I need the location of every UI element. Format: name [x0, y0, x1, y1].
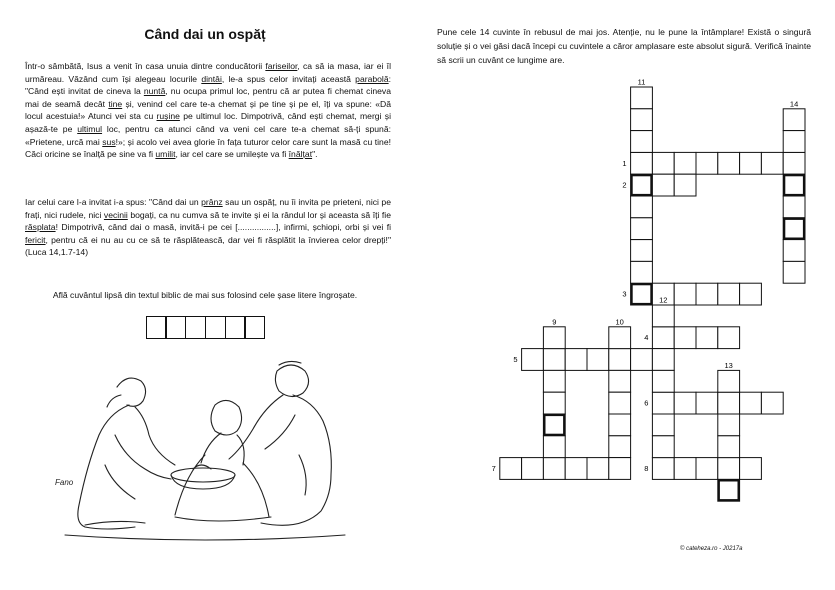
missing-word-prompt: Află cuvântul lipsă din textul biblic de mai sus folosind cele șase litere îngroșate.	[52, 290, 358, 300]
clue-number: 12	[659, 295, 668, 305]
crossword-cell[interactable]	[718, 436, 740, 458]
crossword-cell[interactable]	[783, 174, 805, 196]
crossword-cell[interactable]	[674, 327, 696, 349]
clue-number: 9	[552, 317, 557, 327]
crossword-cell[interactable]	[674, 458, 696, 480]
text-segment: ! Dimpotrivă, când dai o masă, invită-i pe cei [................], infirmi, șchiopi, orbi și vei fi	[55, 222, 391, 233]
crossword-cell[interactable]	[652, 305, 674, 327]
crossword-cell[interactable]	[609, 327, 631, 349]
crossword-cell[interactable]	[543, 414, 565, 436]
crossword-cell[interactable]	[543, 392, 565, 414]
crossword-cell[interactable]	[696, 327, 718, 349]
crossword-cell[interactable]	[631, 261, 653, 283]
crossword-cell[interactable]	[740, 283, 762, 305]
crossword-cell[interactable]	[631, 240, 653, 262]
crossword-cell[interactable]	[696, 283, 718, 305]
clue-number: 5	[513, 355, 518, 364]
text-segment: loc, pentru ca atunci când va veni cel care te-a chemat să-ți spună: «Prietene, urcă mai	[25, 123, 392, 147]
crossword-cell[interactable]	[718, 283, 740, 305]
crossword-cell[interactable]	[631, 174, 653, 196]
text-segment: ".	[312, 149, 318, 160]
highlighted-word: rușine	[156, 111, 180, 122]
crossword-cell[interactable]	[587, 349, 609, 371]
crossword-cell[interactable]	[652, 458, 674, 480]
crossword-cell[interactable]	[543, 458, 565, 480]
crossword-cell[interactable]	[718, 479, 740, 501]
crossword-cell[interactable]	[587, 458, 609, 480]
text-segment: Într-o sâmbătă, Isus a venit în casa unuia dintre conducătorii	[25, 61, 266, 71]
crossword-cell[interactable]	[674, 392, 696, 414]
highlighted-word: fariseilor	[265, 61, 298, 71]
highlighted-word: dintâi	[201, 73, 222, 84]
crossword-cell[interactable]	[522, 458, 544, 480]
text-segment: , ca să ia masa, iar ei îl urmăreau. Văzând cum își alegeau locurile	[25, 61, 391, 84]
clue-number: 13	[724, 360, 733, 370]
highlighted-word: sus	[102, 136, 116, 147]
clue-number: 14	[789, 99, 799, 109]
clue-number: 2	[622, 180, 627, 190]
crossword-cell[interactable]	[761, 392, 783, 414]
crossword-cell[interactable]	[609, 458, 631, 480]
crossword-cell[interactable]	[718, 392, 740, 414]
highlighted-word: ultimul	[77, 123, 103, 134]
text-segment: !»; și acolo vei avea glorie în fața tuturor celor care sunt la masă cu tine! Căci oricine se înalță pe sine va fi	[25, 136, 391, 160]
crossword-cell[interactable]	[783, 196, 805, 218]
crossword-cell[interactable]	[783, 109, 805, 131]
text-segment: pe ultimul loc. Dimpotrivă, când ești chemat, mergi și așază-te pe	[25, 111, 391, 134]
clue-number: 11	[637, 77, 646, 87]
page-title: Când dai un ospăț	[144, 26, 266, 42]
highlighted-word: răsplata	[25, 222, 56, 233]
text-segment: și, venind cel care te-a chemat și pe tine și pe el, îți va spune: «Dă locul acestuia!» Atunci vei sta cu	[25, 98, 391, 122]
text-segment: Iar celui care l-a invitat i-a spus: "Când dai un	[25, 197, 202, 207]
crossword-cell[interactable]	[652, 349, 674, 371]
crossword-cell[interactable]	[696, 458, 718, 480]
text-segment: , le-a spus celor invitați această	[221, 73, 356, 84]
crossword-cell[interactable]	[631, 131, 653, 153]
crossword-cell[interactable]	[783, 218, 805, 240]
highlighted-word: fericit	[25, 234, 46, 245]
crossword-cell[interactable]	[718, 414, 740, 436]
crossword-cell[interactable]	[522, 349, 544, 371]
crossword-cell[interactable]	[631, 283, 653, 305]
crossword-cell[interactable]	[718, 152, 740, 174]
text-segment: , pentru că ei nu au cu ce să te răsplătească, dar vei fi răsplătit la învierea celor drepți!" (Luca 14,1.7-14)	[25, 234, 391, 258]
copyright-note: © cateheza.ro - J0217a	[680, 546, 743, 552]
crossword-cell[interactable]	[718, 370, 740, 392]
clue-number: 6	[644, 398, 649, 408]
crossword-cell[interactable]	[740, 458, 762, 480]
crossword-instructions: Pune cele 14 cuvinte în rebusul de mai jos. Atenție, nu le pune la întâmplare! Există o singură soluție și o vei găsi dacă începi cu cuvintele a căror amplasare este absolut sigură. Verifică înainte să scrii un cuvânt ce lungime are.	[437, 27, 811, 65]
highlighted-word: tine	[108, 98, 123, 109]
highlighted-word: prânz	[201, 197, 223, 207]
crossword-cell[interactable]	[652, 327, 674, 349]
crossword-cell[interactable]	[783, 152, 805, 174]
crossword-cell[interactable]	[609, 349, 631, 371]
crossword-cell[interactable]	[543, 436, 565, 458]
crossword-cell[interactable]	[652, 152, 674, 174]
clue-number: 7	[491, 464, 496, 473]
highlighted-word: înălțat	[288, 149, 313, 160]
crossword-cell[interactable]	[609, 414, 631, 436]
crossword-cell[interactable]	[740, 152, 762, 174]
crossword-cell[interactable]	[674, 174, 696, 196]
crossword-cell[interactable]	[652, 370, 674, 392]
crossword-cell[interactable]	[631, 87, 653, 109]
crossword-cell[interactable]	[565, 458, 587, 480]
crossword-cell[interactable]	[609, 370, 631, 392]
clue-number: 3	[622, 289, 627, 299]
text-segment: , nu ocupa primul loc, pentru că ar putea fi chemat cineva mai de seamă decât	[25, 86, 391, 109]
crossword-cell[interactable]	[631, 218, 653, 240]
crossword-cell[interactable]	[674, 152, 696, 174]
crossword-cell[interactable]	[718, 458, 740, 480]
crossword-cell[interactable]	[696, 152, 718, 174]
crossword-cell[interactable]	[783, 240, 805, 262]
clue-number: 10	[615, 317, 624, 327]
crossword-cell[interactable]	[783, 261, 805, 283]
text-segment: : "Când ești invitat de cineva la	[25, 73, 392, 97]
text-segment: bogați, ca nu cumva să te invite și ei la rândul lor și aceasta să îți fie	[127, 209, 391, 220]
crossword-cell[interactable]	[565, 349, 587, 371]
clue-number: 4	[644, 333, 649, 343]
crossword-cell[interactable]	[543, 327, 565, 349]
highlighted-word: nuntă	[143, 86, 166, 97]
highlighted-word: parabolă	[355, 73, 389, 84]
crossword-cell[interactable]	[740, 392, 762, 414]
crossword-cell[interactable]	[609, 436, 631, 458]
crossword-cell[interactable]	[652, 414, 674, 436]
clue-number: 8	[644, 464, 649, 473]
crossword-cell[interactable]	[631, 109, 653, 131]
crossword-cell[interactable]	[500, 458, 522, 480]
clue-number: 1	[622, 158, 627, 168]
crossword-cell[interactable]	[696, 392, 718, 414]
artist-signature: Fano	[55, 478, 74, 487]
highlighted-word: umilit	[155, 149, 176, 160]
crossword-cell[interactable]	[652, 174, 674, 196]
crossword-cell[interactable]	[631, 196, 653, 218]
crossword-cell[interactable]	[652, 436, 674, 458]
crossword-cell[interactable]	[674, 283, 696, 305]
text-segment: , iar cel care se umilește va fi	[175, 149, 289, 160]
crossword-cell[interactable]	[718, 327, 740, 349]
crossword-cell[interactable]	[631, 152, 653, 174]
crossword-cell[interactable]	[631, 349, 653, 371]
crossword-cell[interactable]	[761, 152, 783, 174]
text-segment: sau un ospăț, nu îi invita pe prieteni, nici pe frați, nici rudele, nici	[25, 197, 391, 220]
highlighted-word: vecinii	[103, 209, 128, 220]
crossword-cell[interactable]	[543, 370, 565, 392]
crossword-cell[interactable]	[543, 349, 565, 371]
crossword-cell[interactable]	[609, 392, 631, 414]
crossword-cell[interactable]	[783, 131, 805, 153]
crossword-cell[interactable]	[652, 392, 674, 414]
